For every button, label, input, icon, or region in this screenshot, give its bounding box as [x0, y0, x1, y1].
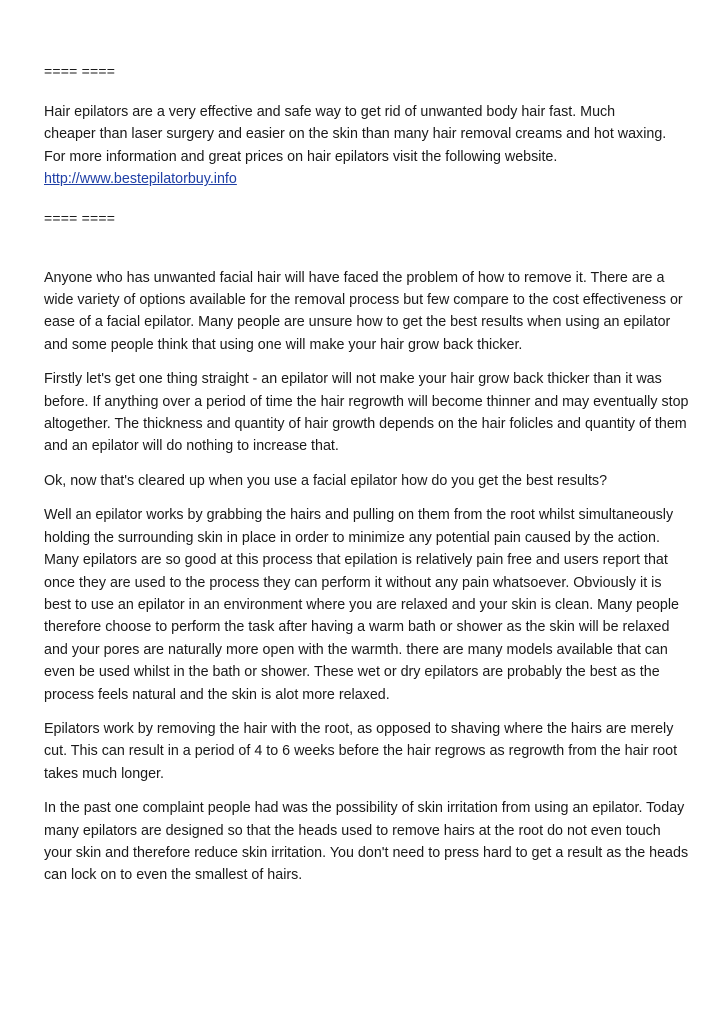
- spacer: [44, 191, 692, 207]
- spacer: [44, 82, 692, 101]
- website-link[interactable]: http://www.bestepilatorbuy.info: [44, 171, 237, 188]
- intro-line: For more information and great prices on hair epilators visit the following website.: [44, 148, 558, 165]
- paragraph: Epilators work by removing the hair with the root, as opposed to shaving where the hairs are merely cut. This can result in a period of 4 to 6 weeks before the hair regrows as regrowth from the hair root takes much longer.: [44, 720, 678, 782]
- intro-block: [44, 101, 692, 191]
- paragraph: Ok, now that's cleared up when you use a facial epilator how do you get the best results?: [44, 472, 608, 489]
- separator-bottom: ==== ====: [44, 209, 116, 226]
- article-body: [44, 267, 692, 887]
- document-page: [44, 60, 692, 899]
- intro-line: Hair epilators are a very effective and safe way to get rid of unwanted body hair fast. Much: [44, 104, 616, 120]
- paragraph: Anyone who has unwanted facial hair will have faced the problem of how to remove it. There are a wide variety of options available for the removal process but few compare to the cost effectiveness or ease of a facial epilator. Many people are unsure how to get the best results when using an epilator and some people think that using one will make your hair grow back thicker.: [44, 269, 683, 353]
- paragraph: Firstly let's get one thing straight - an epilator will not make your hair grow back thicker than it was before. If anything over a period of time the hair regrowth will become thinner and may eventually stop altogether. The thickness and quantity of hair growth depends on the hair folicles and quantity of them and an epilator will do nothing to increase that.: [44, 371, 689, 455]
- paragraph: In the past one complaint people had was the possibility of skin irritation from using an epilator. Today many epilators are designed so that the heads used to remove hairs at the root do not even touch your skin and therefore reduce skin irritation. You don't need to press hard to get a result as the heads can lock on to even the smallest of hairs.: [44, 800, 689, 884]
- paragraph: Well an epilator works by grabbing the hairs and pulling on them from the root whilst simultaneously holding the surrounding skin in place in order to minimize any potential pain caused by the action. Many epilators are so good at this process that epilation is relatively pain free and users report that once they are used to the process they can perform it without any pain whatsoever. Obviously it is best to use an epilator in an environment where you are relaxed and your skin is clean. Many people therefore choose to perform the task after having a warm bath or shower as the skin will be relaxed and your pores are naturally more open with the warmth. there are many models available that can even be used whilst in the bath or shower. These wet or dry epilators are probably the best as the process feels natural and the skin is alot more relaxed.: [44, 507, 679, 703]
- intro-line: cheaper than laser surgery and easier on the skin than many hair removal creams and hot waxing.: [44, 126, 667, 143]
- separator-top: ==== ====: [44, 63, 116, 79]
- spacer: [44, 229, 692, 267]
